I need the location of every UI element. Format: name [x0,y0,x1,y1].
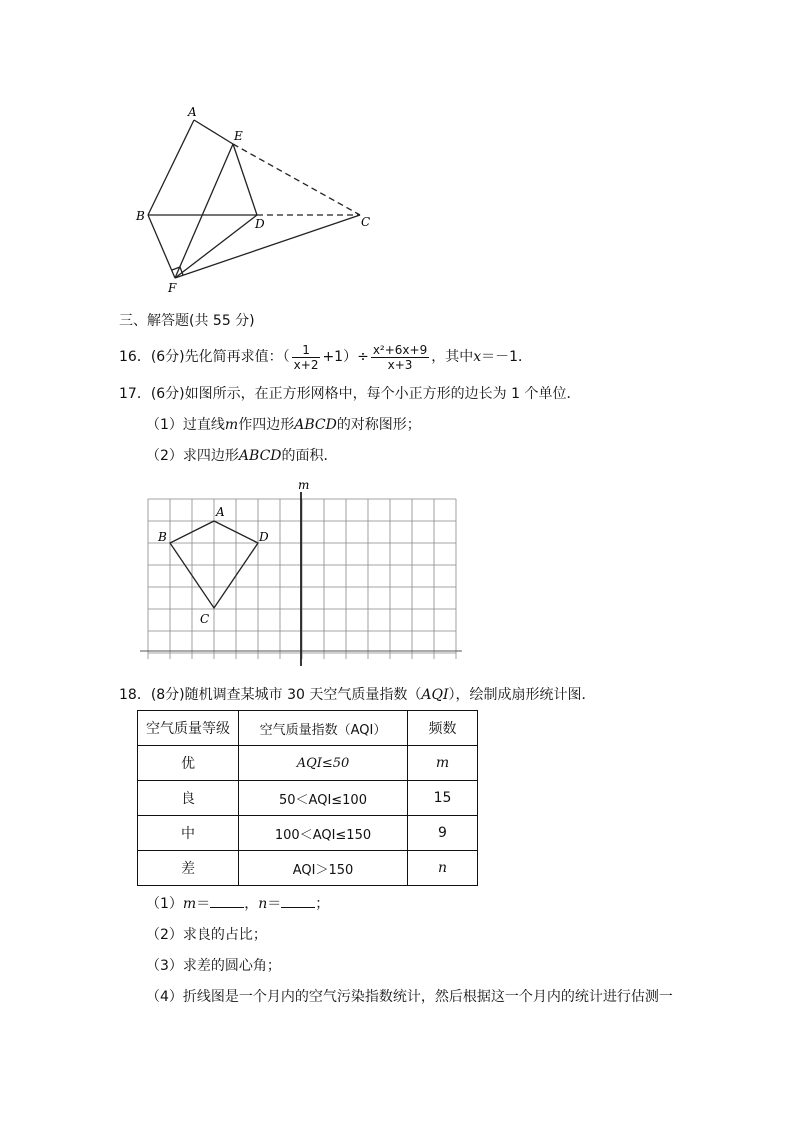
table-cell: 100＜AQI≤150 [239,816,408,851]
label-F: F [168,281,177,295]
label-C: C [361,215,371,229]
table-cell: AQI≤50 [239,746,408,781]
table-row [138,781,478,816]
q17-sub1-mid: 作四边形 [238,417,295,433]
q16-value: ＝－1． [481,349,533,365]
grid-figure [140,478,470,670]
q16-frac2-denominator: x+3 [387,357,413,372]
q17-sub2-prefix: （2）求四边形 [146,448,239,464]
q17-sub1-suffix: 的对称图形； [336,417,421,433]
q16-frac1-denominator: x+2 [293,357,319,372]
table-cell: m [408,746,478,781]
grid-label-B: B [158,530,167,544]
table-cell: 良 [138,781,239,816]
q18-sub1-eq1: ＝ [196,896,211,912]
table-header: 频数 [408,711,478,746]
table-header: 空气质量指数（AQI） [239,711,408,746]
q16-frac2-numerator: x²+6x+9 [372,342,428,357]
q17-sub1-var: m [224,417,239,433]
table-header-row [138,711,478,746]
q18-sub3: （3）求差的圆心角； [146,958,281,974]
label-D: D [255,217,265,231]
q16-frac1-numerator: 1 [292,343,321,358]
q17-sub2-suffix: 的面积． [281,448,338,464]
q16-text-before: 先化简再求值：（ [184,349,290,365]
q16-plus-one: +1）÷ [322,349,369,365]
q16-fraction-1 [292,343,321,372]
q18-sub4: （4）折线图是一个月内的空气污染指数统计，然后根据这一个月内的统计进行估测一 [146,989,673,1005]
question-18 [119,685,596,705]
aqi-table [137,710,478,886]
table-cell: n [408,851,478,886]
q18-sub1-n: n [258,896,268,912]
q18-sub1 [146,894,329,914]
label-B: B [136,209,145,223]
q18-text-after: ），绘制成扇形统计图． [448,687,596,703]
q16-var: x [473,349,482,365]
q18-sub1-m: m [182,896,197,912]
q17-number: 17．(6分) [119,386,185,402]
answer-blank-n[interactable] [281,895,315,908]
q18-text-before: 随机调查某城市 30 天空气质量指数（ [184,687,422,703]
q18-sub1-end: ； [315,896,330,912]
q16-text-after: ，其中 [431,349,474,365]
q17-sub1-prefix: （1）过直线 [146,417,225,433]
grid-label-D: D [259,530,269,544]
table-header: 空气质量等级 [138,711,239,746]
question-16 [119,340,532,374]
label-A: A [188,105,197,119]
q17-sub1-shape: ABCD [294,417,337,433]
q16-number: 16．(6分) [119,349,185,365]
table-row [138,746,478,781]
q18-number: 18．(8分) [119,687,185,703]
label-E: E [234,129,243,143]
table-row [138,816,478,851]
table-cell: AQI＞150 [239,851,408,886]
q18-sub2: （2）求良的占比； [146,927,267,943]
q17-sub2 [146,446,338,466]
q17-sub1 [146,415,421,435]
label-m: m [298,478,310,492]
grid-label-C: C [200,612,210,626]
q16-fraction-2 [371,343,429,372]
table-cell: 9 [408,816,478,851]
geometry-figure [130,100,390,300]
q18-aqi: AQI [421,687,449,703]
table-cell: 15 [408,781,478,816]
answer-blank-m[interactable] [210,895,244,908]
table-cell: 差 [138,851,239,886]
q17-text: 如图所示，在正方形网格中，每个小正方形的边长为 1 个单位． [184,386,581,402]
q18-sub1-eq2: ＝ [267,896,282,912]
q18-sub1-sep: ， [244,896,259,912]
section-title: 三、解答题(共 55 分) [119,313,255,329]
table-cell: 中 [138,816,239,851]
table-cell: 50＜AQI≤100 [239,781,408,816]
grid-label-A: A [216,505,225,519]
q18-sub1-prefix: （1） [146,896,183,912]
q17-sub2-shape: ABCD [238,448,282,464]
question-17 [119,384,580,404]
table-cell: 优 [138,746,239,781]
table-row [138,851,478,886]
